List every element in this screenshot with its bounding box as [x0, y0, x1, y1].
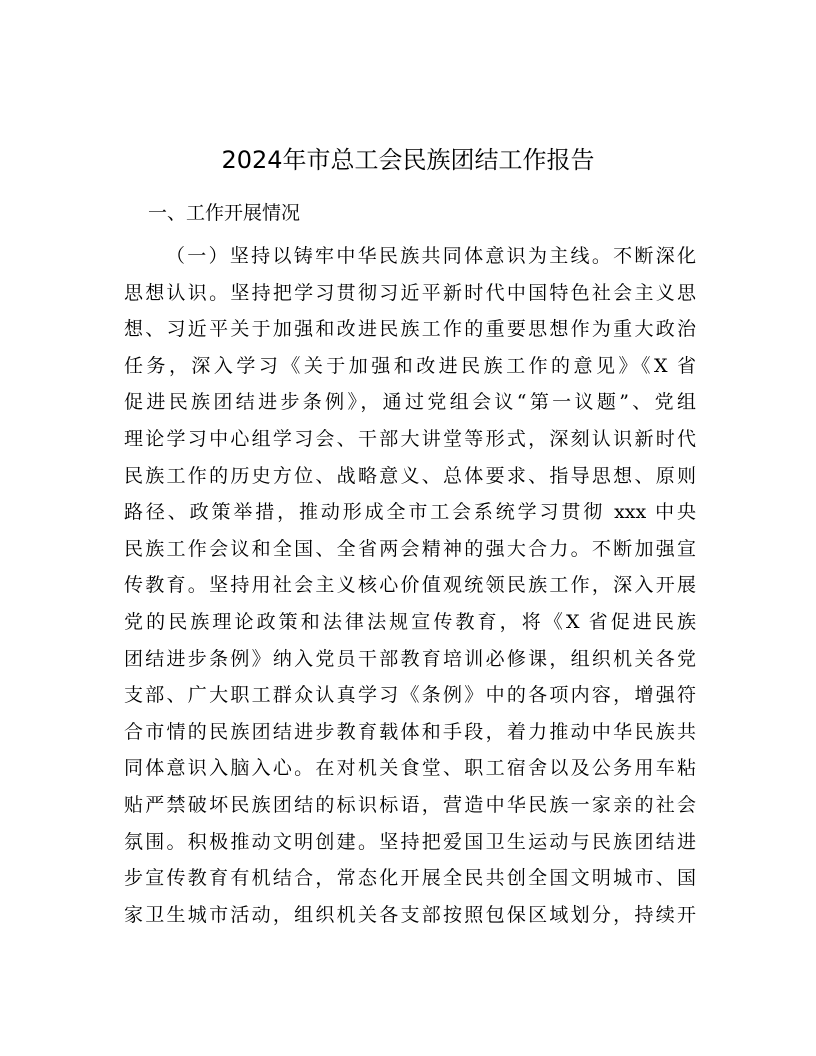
paragraph-line: 促进民族团结进步条例》，通过党组会议“第一议题”、党组 [124, 391, 696, 414]
paragraph-line: 路径、政策举措，推动形成全市工会系统学习贯彻 xxx 中央 [124, 501, 696, 524]
paragraph-line: 理论学习中心组学习会、干部大讲堂等形式，深刻认识新时代 [124, 427, 696, 450]
document-title: 2024年市总工会民族团结工作报告 [221, 146, 595, 174]
paragraph-line: 党的民族理论政策和法律法规宣传教育，将《X 省促进民族 [124, 610, 696, 633]
paragraph-line: 民族工作会议和全国、全省两会精神的强大合力。不断加强宣 [124, 537, 696, 560]
paragraph-line: 步宣传教育有机结合，常态化开展全民共创全国文明城市、国 [124, 867, 696, 890]
paragraph-line: 支部、广大职工群众认真学习《条例》中的各项内容，增强符 [124, 684, 696, 707]
body-paragraph [124, 238, 696, 933]
paragraph-line: 任务，深入学习《关于加强和改进民族工作的意见》《X 省 [124, 354, 696, 377]
paragraph-line: 家卫生城市活动，组织机关各支部按照包保区域划分，持续开 [124, 903, 696, 926]
paragraph-line: 团结进步条例》纳入党员干部教育培训必修课，组织机关各党 [124, 647, 696, 670]
paragraph-line: 贴严禁破坏民族团结的标识标语，营造中华民族一家亲的社会 [124, 793, 696, 816]
paragraph-line: 同体意识入脑入心。在对机关食堂、职工宿舍以及公务用车粘 [124, 757, 696, 780]
section-heading: 一、工作开展情况 [148, 202, 301, 224]
paragraph-line: 民族工作的历史方位、战略意义、总体要求、指导思想、原则 [124, 464, 696, 487]
paragraph-line: 合市情的民族团结进步教育载体和手段，着力推动中华民族共 [124, 720, 696, 743]
paragraph-line: 传教育。坚持用社会主义核心价值观统领民族工作，深入开展 [124, 574, 696, 597]
paragraph-line: 想、习近平关于加强和改进民族工作的重要思想作为重大政治 [124, 318, 696, 341]
paragraph-line: 思想认识。坚持把学习贯彻习近平新时代中国特色社会主义思 [124, 281, 696, 304]
paragraph-line: 氛围。积极推动文明创建。坚持把爱国卫生运动与民族团结进 [124, 830, 696, 853]
paragraph-line: （一）坚持以铸牢中华民族共同体意识为主线。不断深化 [166, 245, 696, 267]
